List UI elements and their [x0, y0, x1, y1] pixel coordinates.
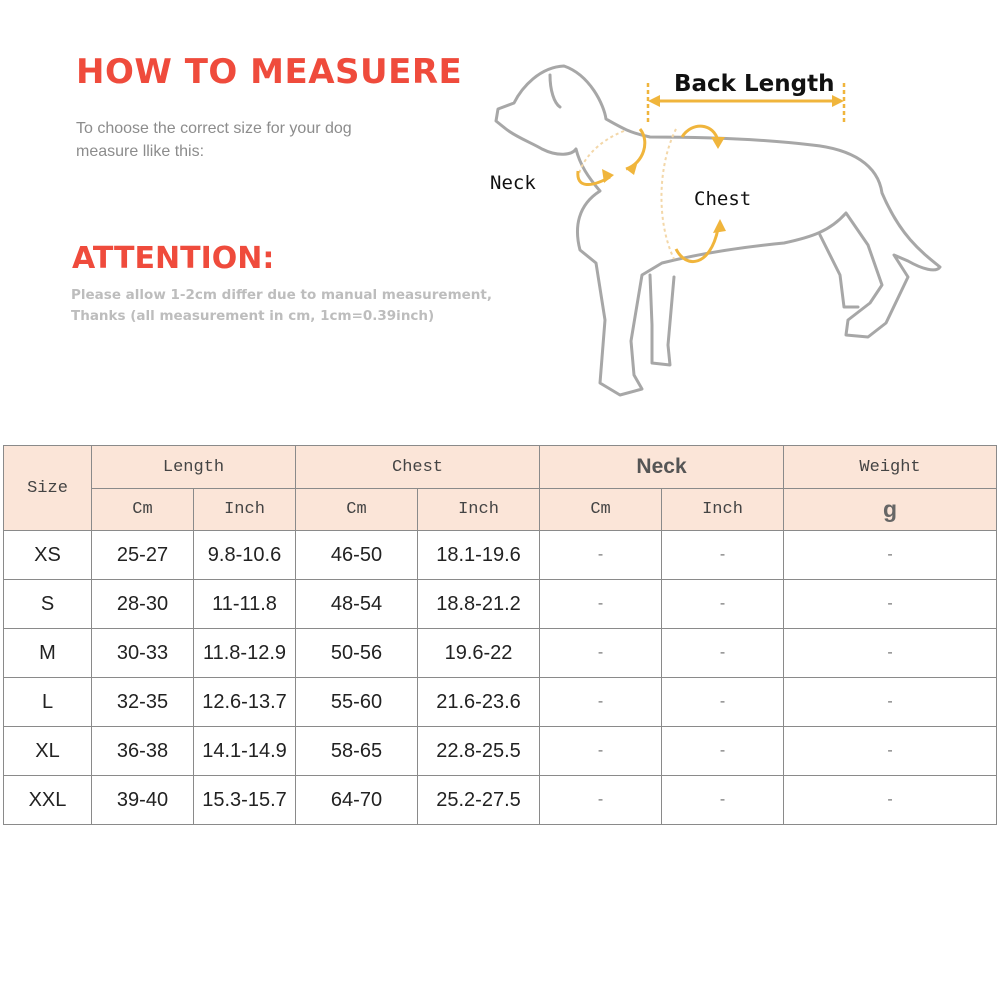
size-cell: S — [4, 580, 92, 629]
chest-guide-dotted — [661, 129, 676, 259]
neck-inch-cell: - — [662, 776, 784, 825]
length-inch-cell: 11-11.8 — [194, 580, 296, 629]
dog-measurement-diagram — [480, 45, 960, 410]
dog-near-front-leg — [650, 275, 674, 365]
chest-cm-cell: 64-70 — [296, 776, 418, 825]
chest-arrowhead-lower — [713, 219, 726, 233]
neck-cm-cell: - — [540, 629, 662, 678]
chest-cm-cell: 58-65 — [296, 727, 418, 776]
subheader-neck-inch: Inch — [662, 489, 784, 531]
header-neck: Neck — [540, 446, 784, 489]
subheader-length-inch: Inch — [194, 489, 296, 531]
table-row — [4, 531, 997, 580]
length-cm-cell: 39-40 — [92, 776, 194, 825]
length-cm-cell: 25-27 — [92, 531, 194, 580]
size-cell: M — [4, 629, 92, 678]
length-cm-cell: 30-33 — [92, 629, 194, 678]
header-length: Length — [92, 446, 296, 489]
subheader-chest-inch: Inch — [418, 489, 540, 531]
neck-cm-cell: - — [540, 678, 662, 727]
chest-cm-cell: 55-60 — [296, 678, 418, 727]
size-cell: XXL — [4, 776, 92, 825]
size-cell: XL — [4, 727, 92, 776]
note-line-2: Thanks (all measurement in cm, 1cm=0.39inch) — [71, 308, 435, 324]
chest-cm-cell: 48-54 — [296, 580, 418, 629]
neck-cm-cell: - — [540, 531, 662, 580]
neck-label: Neck — [490, 172, 536, 194]
neck-inch-cell: - — [662, 531, 784, 580]
page-title: HOW TO MEASUERE — [76, 52, 463, 92]
chest-inch-cell: 25.2-27.5 — [418, 776, 540, 825]
chest-cm-cell: 46-50 — [296, 531, 418, 580]
weight-cell: - — [784, 629, 997, 678]
neck-cm-cell: - — [540, 776, 662, 825]
table-row — [4, 629, 997, 678]
measurement-note — [71, 285, 531, 327]
chest-inch-cell: 18.1-19.6 — [418, 531, 540, 580]
intro-text — [76, 117, 416, 163]
chest-label: Chest — [694, 188, 752, 210]
header-size: Size — [4, 446, 92, 531]
table-row — [4, 580, 997, 629]
length-inch-cell: 14.1-14.9 — [194, 727, 296, 776]
chest-inch-cell: 19.6-22 — [418, 629, 540, 678]
back-length-label: Back Length — [674, 71, 835, 97]
neck-inch-cell: - — [662, 580, 784, 629]
neck-arrowhead-upper — [626, 161, 638, 175]
weight-cell: - — [784, 678, 997, 727]
table-row — [4, 727, 997, 776]
header-weight: Weight — [784, 446, 997, 489]
size-chart-table — [3, 445, 997, 825]
neck-inch-cell: - — [662, 629, 784, 678]
header-chest: Chest — [296, 446, 540, 489]
size-cell: XS — [4, 531, 92, 580]
weight-cell: - — [784, 727, 997, 776]
length-inch-cell: 12.6-13.7 — [194, 678, 296, 727]
chest-cm-cell: 50-56 — [296, 629, 418, 678]
back-length-arrowhead-left — [648, 95, 660, 107]
subheader-chest-cm: Cm — [296, 489, 418, 531]
dog-near-hind-leg — [820, 235, 858, 307]
chest-inch-cell: 18.8-21.2 — [418, 580, 540, 629]
size-cell: L — [4, 678, 92, 727]
subheader-neck-cm: Cm — [540, 489, 662, 531]
length-cm-cell: 32-35 — [92, 678, 194, 727]
length-inch-cell: 15.3-15.7 — [194, 776, 296, 825]
table-row — [4, 776, 997, 825]
length-cm-cell: 36-38 — [92, 727, 194, 776]
length-inch-cell: 9.8-10.6 — [194, 531, 296, 580]
weight-cell: - — [784, 776, 997, 825]
neck-arrowhead-lower — [602, 169, 614, 183]
length-cm-cell: 28-30 — [92, 580, 194, 629]
dog-ear — [550, 75, 560, 107]
subheader-length-cm: Cm — [92, 489, 194, 531]
intro-line-2: measure llike this: — [76, 143, 205, 160]
length-inch-cell: 11.8-12.9 — [194, 629, 296, 678]
subheader-weight-g: g — [784, 489, 997, 531]
neck-cm-cell: - — [540, 580, 662, 629]
chest-arrowhead-upper — [711, 137, 725, 149]
attention-heading: ATTENTION: — [72, 241, 275, 276]
table-row — [4, 678, 997, 727]
intro-line-1: To choose the correct size for your dog — [76, 120, 352, 137]
weight-cell: - — [784, 531, 997, 580]
neck-inch-cell: - — [662, 727, 784, 776]
neck-cm-cell: - — [540, 727, 662, 776]
chest-inch-cell: 21.6-23.6 — [418, 678, 540, 727]
weight-cell: - — [784, 580, 997, 629]
chest-inch-cell: 22.8-25.5 — [418, 727, 540, 776]
neck-inch-cell: - — [662, 678, 784, 727]
note-line-1: Please allow 1-2cm differ due to manual measurement, — [71, 287, 492, 303]
